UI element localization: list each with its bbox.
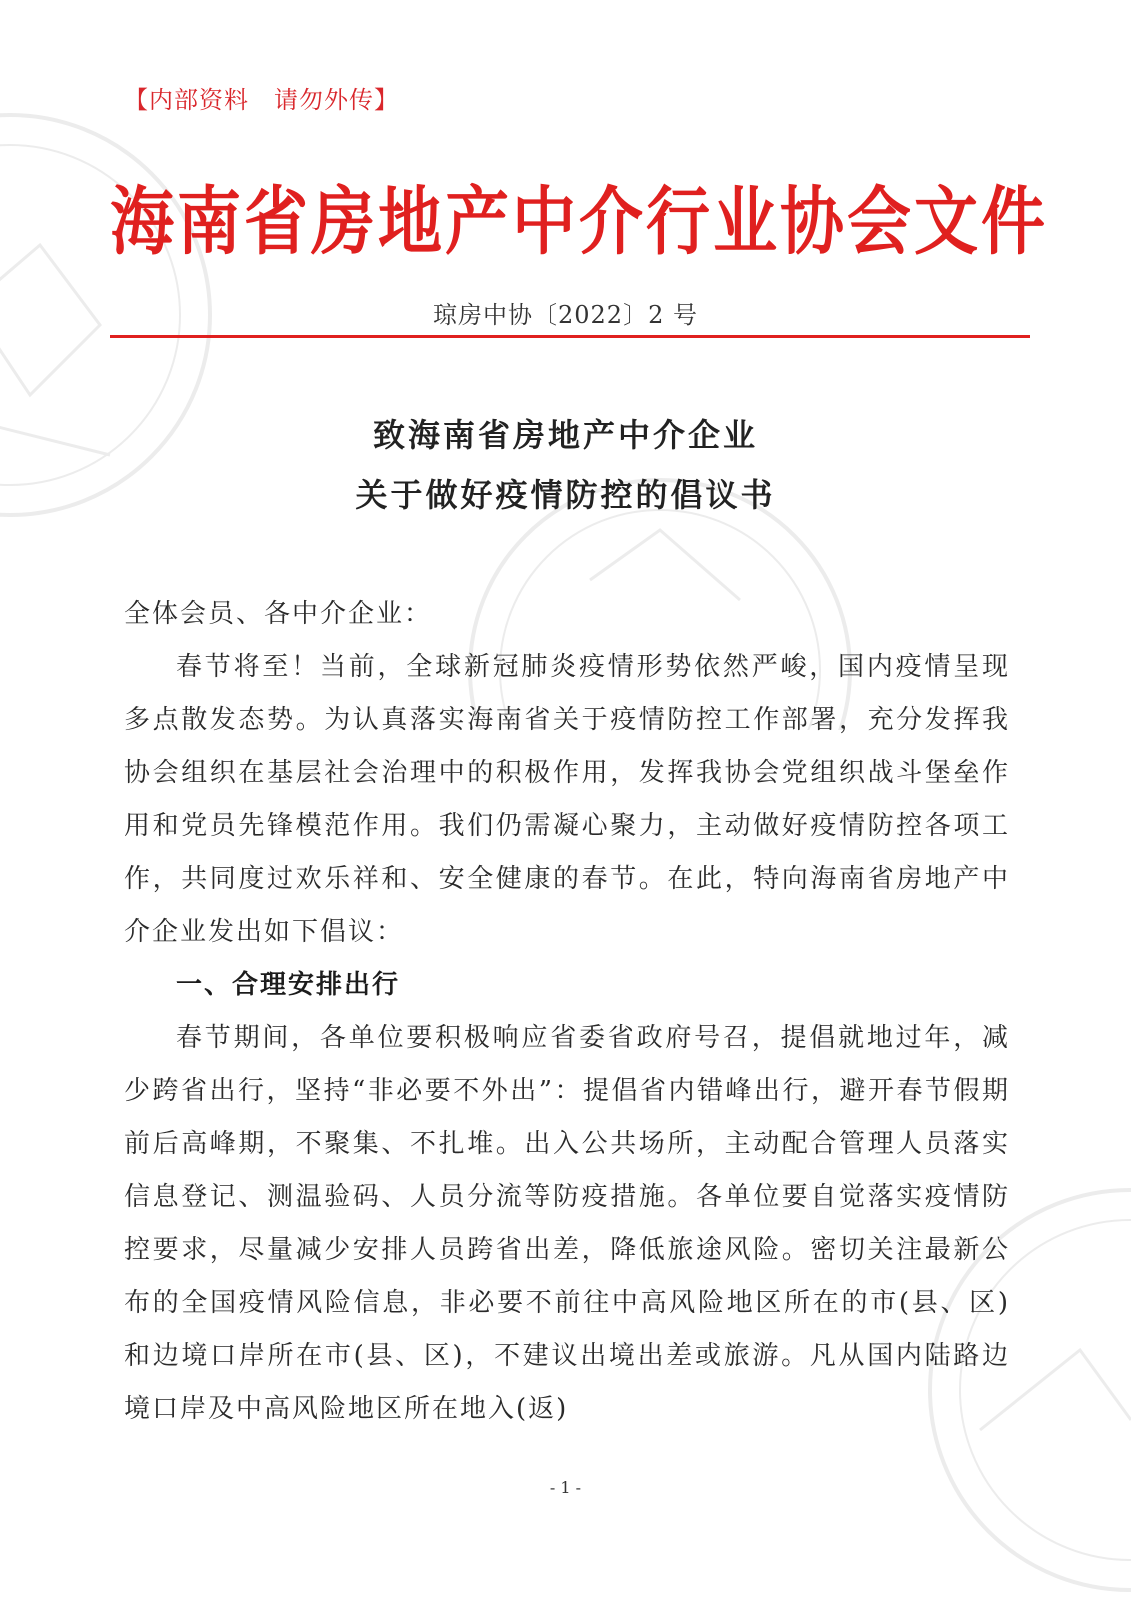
- intro-paragraph: 春节将至！当前，全球新冠肺炎疫情形势依然严峻，国内疫情呈现多点散发态势。为认真落实海南省关于疫情防控工作部署，充分发挥我协会组织在基层社会治理中的积极作用，发挥我协会党组织战斗堡垒作用和党员先锋模范作用。我们仍需凝心聚力，主动做好疫情防控各项工作，共同度过欢乐祥和、安全健康的春节。在此，特向海南省房地产中介企业发出如下倡议：: [124, 652, 1010, 947]
- issuer-header: 海南省房地产中介行业协会文件: [110, 179, 1048, 266]
- salutation: 全体会员、各中介企业：: [124, 599, 433, 629]
- document-title-line-2: 关于做好疫情防控的倡议书: [355, 476, 776, 514]
- document-number: 琼房中协〔2022〕2 号: [433, 301, 698, 329]
- document-title-line-1: 致海南省房地产中介企业: [372, 416, 758, 454]
- page-number: - 1 -: [549, 1478, 582, 1497]
- header-divider: [110, 335, 1030, 338]
- document-body: [124, 588, 1010, 1436]
- internal-document-notice: 【内部资料 请勿外传】: [124, 86, 399, 114]
- section-heading: 一、合理安排出行: [176, 970, 401, 1000]
- section-paragraph: 春节期间，各单位要积极响应省委省政府号召，提倡就地过年，减少跨省出行，坚持“非必要不外出”：提倡省内错峰出行，避开春节假期前后高峰期，不聚集、不扎堆。出入公共场所，主动配合管理人员落实信息登记、测温验码、人员分流等防疫措施。各单位要自觉落实疫情防控要求，尽量减少安排人员跨省出差，降低旅途风险。密切关注最新公布的全国疫情风险信息，非必要不前往中高风险地区所在的市(县、区)和边境口岸所在市(县、区)，不建议出境出差或旅游。凡从国内陆路边境口岸及中高风险地区所在地入(返): [124, 1023, 1010, 1424]
